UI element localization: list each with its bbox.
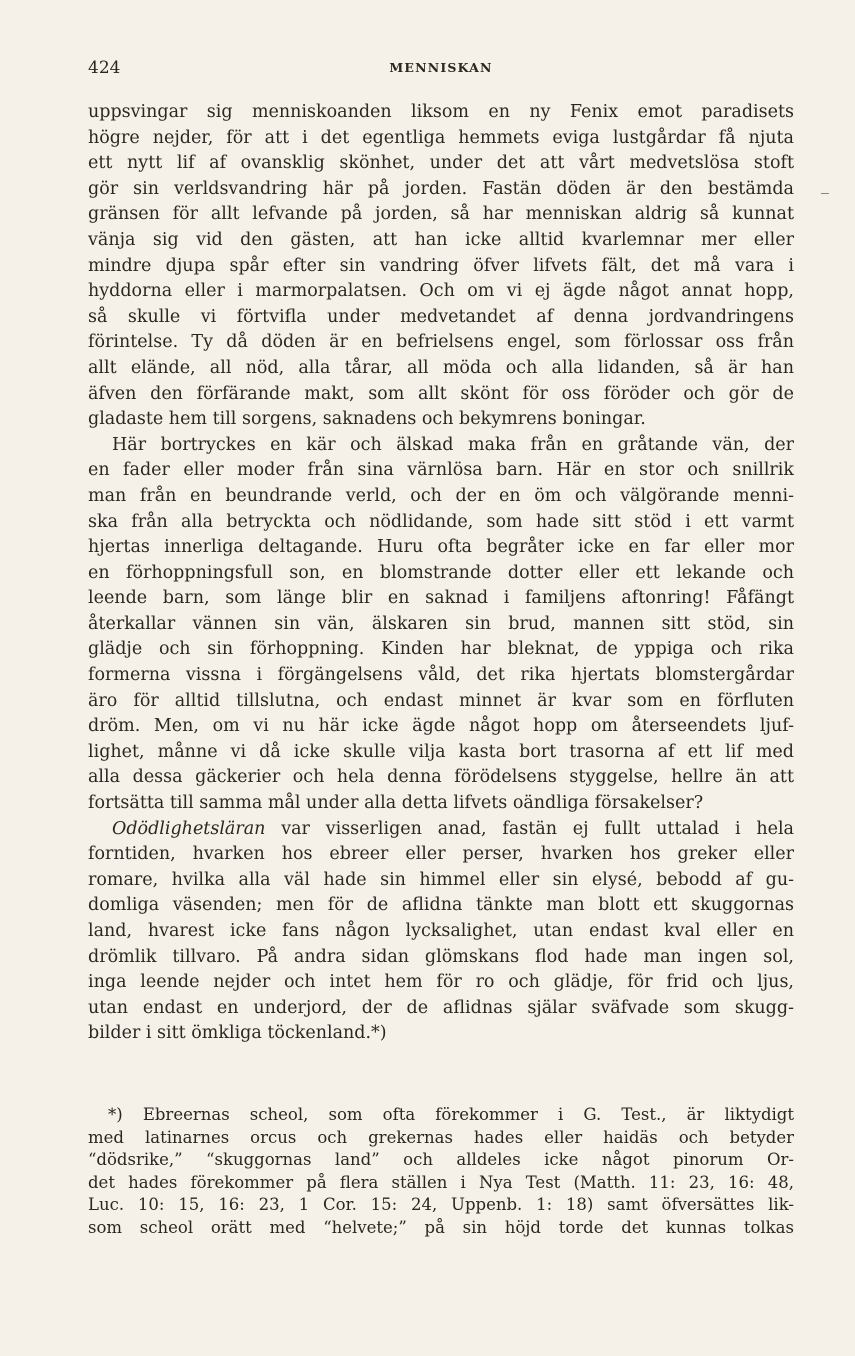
footnote-line: det hades förekommer på flera ställen i Nya Test (Matth. 11: 23, 16: 48,	[88, 1172, 794, 1192]
text-line: ett nytt lif af ovansklig skönhet, under det att vårt medvetslösa stoft	[88, 153, 794, 174]
text-line: uppsvingar sig menniskoanden liksom en ny Fenix emot paradisets	[88, 102, 794, 122]
footnote-line: *) Ebreernas scheol, som ofta förekommer i G. Test., är liktydigt	[108, 1105, 794, 1124]
text-line: leende barn, som länge blir en saknad i familjens aftonring! Fåfängt	[88, 588, 794, 609]
text-line: ska från alla betryckta och nödlidande, som hade sitt stöd i ett varmt	[88, 511, 794, 532]
text-line: formerna vissna i förgängelsens våld, det rika hjertats blomstergårdar	[88, 665, 794, 686]
page-header	[88, 58, 794, 80]
text-line: utan endast en underjord, der de aflidnas själar sväfvade som skugg-	[88, 997, 794, 1018]
text-line: domliga väsenden; men för de aflidna tänkte man blott ett skuggornas	[88, 895, 794, 916]
running-title: MENNISKAN	[389, 60, 493, 75]
text-line: dröm. Men, om vi nu här icke ägde något hopp om återseendets ljuf-	[88, 716, 794, 737]
text-line: bilder i sitt ömkliga töckenland.*)	[88, 1023, 387, 1044]
text-line: glädje och sin förhoppning. Kinden har bleknat, de yppiga och rika	[88, 639, 794, 660]
text-line: man från en beundrande verld, och der en öm och välgörande menni-	[88, 485, 794, 506]
italic-term: Odödlighetsläran	[112, 818, 266, 839]
margin-mark	[821, 193, 829, 194]
text-line-rest: var visserligen anad, fastän ej fullt uttalad i hela	[281, 818, 794, 839]
footnote	[88, 1104, 794, 1239]
text-line: en fader eller moder från sina värnlösa barn. Här en stor och snillrik	[88, 460, 794, 481]
text-line: återkallar vännen sin vän, älskaren sin brud, mannen sitt stöd, sin	[88, 613, 794, 634]
footnote-line: Luc. 10: 15, 16: 23, 1 Cor. 15: 24, Uppenb. 1: 18) samt öfversättes lik-	[88, 1195, 794, 1214]
text-line: land, hvarest icke fans någon lycksalighet, utan endast kval eller en	[88, 921, 794, 941]
text-line: mindre djupa spår efter sin vandring öfver lifvets fält, det må vara i	[88, 255, 794, 276]
text-line: allt elände, all nöd, alla tårar, all möda och alla lidanden, så är han	[88, 357, 794, 378]
text-line: hjertas innerliga deltagande. Huru ofta begråter icke en far eller mor	[88, 537, 794, 558]
footnote-line: som scheol orätt med “helvete;” på sin höjd torde det kunnas tolkas	[88, 1217, 794, 1237]
text-line: alla dessa gäckerier och hela denna förödelsens styggelse, hellre än att	[88, 767, 794, 788]
text-line: vänja sig vid den gästen, att han icke alltid kvarlemnar mer eller	[88, 229, 794, 250]
text-line: drömlik tillvaro. På andra sidan glömskans flod hade man ingen sol,	[88, 946, 794, 967]
text-line: en förhoppningsfull son, en blomstrande dotter eller ett lekande och	[88, 562, 794, 583]
text-line: äfven den förfärande makt, som allt skönt för oss föröder och gör de	[88, 383, 794, 404]
text-line: hyddorna eller i marmorpalatsen. Och om vi ej ägde något annat hopp,	[88, 281, 794, 302]
text-line: gladaste hem till sorgens, saknadens och bekymrens boningar.	[88, 409, 646, 430]
text-line: forntiden, hvarken hos ebreer eller perser, hvarken hos greker eller	[88, 844, 794, 865]
text-line-with-italic-lead	[88, 817, 794, 843]
page-number: 424	[88, 58, 121, 78]
footnote-line: med latinarnes orcus och grekernas hades eller haidäs och betyder	[88, 1127, 794, 1147]
text-line: äro för alltid tillslutna, och endast minnet är kvar som en förfluten	[88, 690, 794, 711]
text-line: förintelse. Ty då döden är en befrielsens engel, som förlossar oss från	[88, 332, 794, 353]
text-line: fortsätta till samma mål under alla detta lifvets oändliga försakelser?	[88, 793, 704, 814]
body-text	[88, 100, 794, 1047]
text-line: gör sin verldsvandring här på jorden. Fastän döden är den bestämda	[88, 178, 794, 199]
text-line: romare, hvilka alla väl hade sin himmel eller sin elysé, bebodd af gu-	[88, 869, 794, 890]
footnote-line: “dödsrike,” “skuggornas land” och alldeles icke något pinorum Or-	[88, 1150, 794, 1169]
text-line: så skulle vi förtvifla under medvetandet af denna jordvandringens	[88, 306, 794, 327]
text-line: Här bortryckes en kär och älskad maka från en gråtande vän, der	[112, 434, 794, 455]
text-line: lighet, månne vi då icke skulle vilja kasta bort trasorna af ett lif med	[88, 741, 794, 762]
text-line: gränsen för allt lefvande på jorden, så har menniskan aldrig så kunnat	[88, 204, 794, 225]
text-line: högre nejder, för att i det egentliga hemmets eviga lustgårdar få njuta	[88, 127, 794, 148]
text-line: inga leende nejder och intet hem för ro och glädje, för frid och ljus,	[88, 972, 794, 993]
